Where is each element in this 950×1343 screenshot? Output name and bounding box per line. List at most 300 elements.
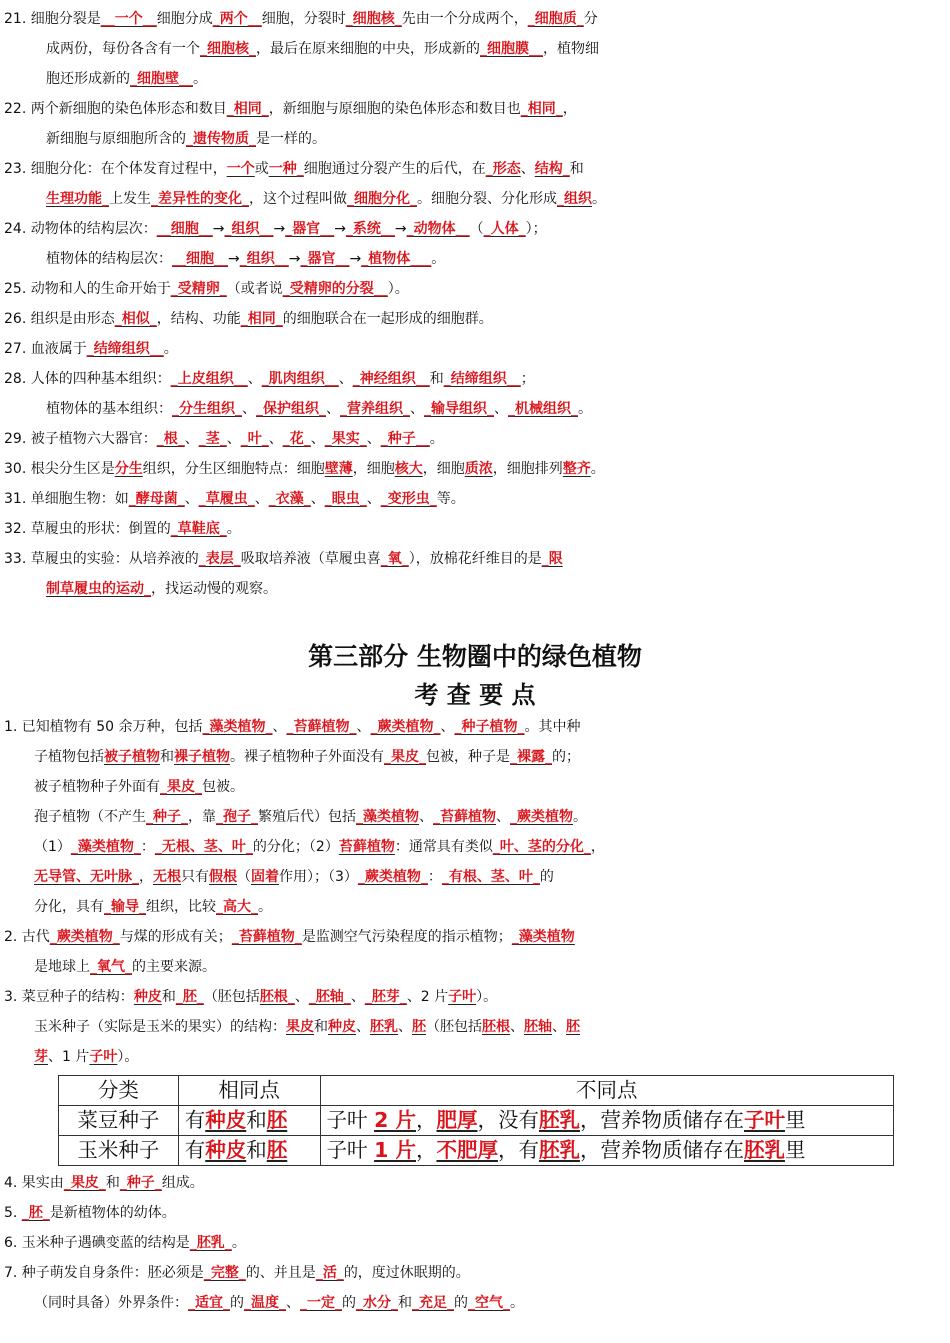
question-text: ，植物细 <box>543 41 599 57</box>
text-line <box>4 4 950 34</box>
answer-text: 一个 <box>226 161 255 177</box>
question-text: ，没有 <box>477 1108 539 1132</box>
answer-text: _胚_ <box>175 989 204 1005</box>
question-text: 子植物包括 <box>34 749 104 765</box>
answer-text: _空气_ <box>468 1295 510 1311</box>
answer-text: _变形虫_ <box>380 491 437 507</box>
text-line <box>46 394 950 424</box>
answer-text: _苔藓植物_ <box>231 929 302 945</box>
answer-text: 一种_ <box>268 161 304 177</box>
answer-text: _形态 <box>485 161 521 177</box>
question-text: 细胞分成 <box>156 11 213 27</box>
text-line <box>34 1042 950 1072</box>
answer-text: 1 片 <box>374 1138 416 1162</box>
question-text: 、 <box>272 719 287 735</box>
question-text: 26. 组织是由形态 <box>4 311 115 327</box>
question-text: 的 <box>342 1295 356 1311</box>
text-line <box>46 64 950 94</box>
question-text: 包被。 <box>202 779 244 795</box>
answer-text: 子叶 <box>743 1108 785 1132</box>
question-text: 新细胞与原细胞所含的 <box>46 131 186 147</box>
answer-text: _相同_ <box>520 101 563 117</box>
answer-text: _机械组织_ <box>508 401 578 417</box>
question-text: 。其中种 <box>524 719 581 735</box>
question-text: 、1 片 <box>48 1049 90 1065</box>
answer-text: 胚乳 <box>538 1108 580 1132</box>
text-line <box>46 124 950 154</box>
text-line <box>4 424 950 454</box>
answer-text: _藻类植物_ <box>70 839 141 855</box>
answer-text: _水分_ <box>356 1295 398 1311</box>
answer-text: _细胞壁__ <box>130 71 193 87</box>
question-text: 、 <box>184 431 199 447</box>
answer-text: _细胞分化_ <box>347 191 417 207</box>
answer-text: _藻类植物_ <box>202 719 273 735</box>
question-text: 的 <box>454 1295 468 1311</box>
question-text: ，结构、功能 <box>156 311 241 327</box>
question-text: （1） <box>34 839 71 855</box>
question-text: 、 <box>254 491 269 507</box>
question-text: 3. 菜豆种子的结构： <box>4 989 134 1005</box>
answer-text: _裸露_ <box>510 749 552 765</box>
answer-text: _器官__ <box>300 251 350 267</box>
answer-text: 胚乳 <box>538 1138 580 1162</box>
answer-text: 制草履虫的运动_ <box>46 581 151 597</box>
question-text: ， <box>415 1138 437 1162</box>
answer-text: _细胞核_ <box>345 11 402 27</box>
table-header-cell: 相同点 <box>178 1076 320 1106</box>
question-text: 。 <box>578 401 592 417</box>
question-text: 、 <box>356 1019 370 1035</box>
answer-text: _结缔组织__ <box>443 371 521 387</box>
answer-text: _肌肉组织__ <box>261 371 339 387</box>
answer-text: 子叶 <box>448 989 477 1005</box>
question-text: 、 <box>310 431 325 447</box>
answer-text: 种皮 <box>205 1138 247 1162</box>
question-text: 27. 血液属于 <box>4 341 87 357</box>
question-text: → <box>228 251 240 267</box>
text-line <box>4 214 950 244</box>
answer-text: _胚芽_ <box>364 989 407 1005</box>
text-line <box>4 1258 950 1288</box>
question-text: 分 <box>583 11 598 27</box>
section-title: 第三部分 生物圈中的绿色植物 <box>308 642 642 671</box>
answer-text: _苔藓植物 <box>433 809 496 825</box>
text-line <box>34 952 950 982</box>
table-cell <box>59 1136 179 1166</box>
question-text: ：通常具有类似 <box>394 839 493 855</box>
question-text: 。 <box>510 1295 524 1311</box>
answer-text: _结缔组织__ <box>86 341 164 357</box>
answer-text: _系统__ <box>345 221 395 237</box>
text-line <box>4 364 950 394</box>
question-text: 和 <box>105 1175 120 1191</box>
question-text: 4. 果实由 <box>4 1175 64 1191</box>
answer-text: _蕨类植物_ <box>357 869 428 885</box>
answer-text: 胚 <box>412 1019 426 1035</box>
answer-text: _藻类植物 <box>356 809 419 825</box>
question-text: 子叶 <box>326 1108 375 1132</box>
question-text: ，营养物质储存在 <box>579 1138 744 1162</box>
text-line <box>34 1288 950 1318</box>
answer-text: _胚轴_ <box>308 989 351 1005</box>
question-text: ），放棉花纤维目的是 <box>408 551 542 567</box>
text-line <box>34 1012 950 1042</box>
answer-text: _叶、茎的分化_ <box>492 839 591 855</box>
question-text: （ <box>237 869 251 885</box>
question-text: 、 <box>310 491 325 507</box>
answer-text: 核大 <box>394 461 423 477</box>
text-line <box>4 1168 950 1198</box>
text-line <box>4 484 950 514</box>
question-text: 和 <box>246 1108 267 1132</box>
question-text: 子叶 <box>326 1138 375 1162</box>
question-text: 。 <box>163 341 178 357</box>
question-text: 和 <box>429 371 444 387</box>
answer-text: _氧气_ <box>90 959 132 975</box>
question-text: → <box>273 221 286 237</box>
question-text: 32. 草履虫的形状：倒置的 <box>4 521 171 537</box>
table-cell <box>178 1106 320 1136</box>
answer-text: _果皮_ <box>63 1175 106 1191</box>
question-text: → <box>334 221 346 237</box>
answer-text: _胚_ <box>21 1205 50 1221</box>
question-text: 31. 单细胞生物：如 <box>4 491 129 507</box>
question-text: 、 <box>247 371 262 387</box>
question-text: 23. 细胞分化：在个体发育过程中， <box>4 161 227 177</box>
answer-text: 肥厚 <box>436 1108 478 1132</box>
answer-text: _细胞膜__ <box>480 41 543 57</box>
answer-text: 胚 <box>266 1108 288 1132</box>
question-text: 和 <box>246 1138 267 1162</box>
answer-text: 胚根 <box>482 1019 510 1035</box>
question-text: 包被，种子是 <box>426 749 510 765</box>
question-text: 细胞，分裂时 <box>261 11 346 27</box>
question-text: 。 <box>431 251 446 267</box>
question-text: ， <box>139 869 153 885</box>
question-text: 的细胞联合在一起形成的细胞群。 <box>282 311 493 327</box>
answer-text: _蕨类植物 <box>510 809 573 825</box>
question-text: 、 <box>294 989 309 1005</box>
question-text: 、 <box>338 371 353 387</box>
question-text: 的、并且是 <box>245 1265 316 1281</box>
answer-text: __细胞__ <box>172 251 228 267</box>
question-text: 、 <box>510 1019 524 1035</box>
question-text: 的 <box>539 869 554 885</box>
answer-text: 结构_ <box>534 161 570 177</box>
answer-text: _组织 <box>557 191 592 207</box>
question-text: 孢子植物（不产生 <box>34 809 146 825</box>
answer-text: _果皮_ <box>384 749 426 765</box>
question-text: 6. 玉米种子遇碘变蓝的结构是 <box>4 1235 190 1251</box>
question-text: （ <box>469 221 484 237</box>
answer-text: 种皮 <box>205 1108 247 1132</box>
table-cell <box>320 1106 893 1136</box>
answer-text: _两个__ <box>212 11 262 27</box>
table-cell <box>178 1136 320 1166</box>
text-line <box>46 574 950 604</box>
answer-text: 胚 <box>566 1019 580 1035</box>
answer-text: _蕨类植物_ <box>49 929 120 945</box>
answer-text: _无根、茎、叶_ <box>154 839 253 855</box>
question-text: 分化，具有 <box>34 899 104 915</box>
question-text: 2. 古代 <box>4 929 50 945</box>
text-line <box>34 742 950 772</box>
question-text: 、 <box>184 491 199 507</box>
text-line <box>4 454 950 484</box>
question-text: 的，度过休眠期的。 <box>343 1265 470 1281</box>
table-row <box>59 1136 894 1166</box>
question-text: 、 <box>268 431 283 447</box>
question-text: 。 <box>573 809 587 825</box>
question-text: ，营养物质储存在 <box>579 1108 744 1132</box>
table-cell <box>59 1106 179 1136</box>
question-text: 22. 两个新细胞的染色体形态和数目 <box>4 101 227 117</box>
answer-text: _限 <box>541 551 563 567</box>
question-text: 、 <box>366 491 381 507</box>
answer-text: _活_ <box>315 1265 344 1281</box>
question-text: （胚包括 <box>426 1019 482 1035</box>
question-text: 组成。 <box>161 1175 204 1191</box>
question-text: 玉米种子（实际是玉米的果实）的结构： <box>34 1019 286 1035</box>
answer-text: _组织__ <box>224 221 274 237</box>
text-line <box>34 892 950 922</box>
answer-text: 裸子植物 <box>174 749 230 765</box>
answer-text: 胚乳 <box>370 1019 398 1035</box>
question-text: 。 <box>226 521 241 537</box>
text-line <box>4 514 950 544</box>
table-header-row <box>59 1076 894 1106</box>
question-text: 、 <box>410 401 424 417</box>
answer-text: _表层_ <box>198 551 241 567</box>
text-line <box>34 832 950 862</box>
question-text: 里 <box>784 1108 806 1132</box>
answer-text: _果皮_ <box>160 779 202 795</box>
answer-text: _草鞋底_ <box>170 521 227 537</box>
answer-text: _酵母菌_ <box>128 491 185 507</box>
answer-text: 质浓 <box>464 461 493 477</box>
answer-text: 固着 <box>251 869 279 885</box>
question-text: 21. 细胞分裂是 <box>4 11 101 27</box>
answer-text: _保护组织_ <box>256 401 326 417</box>
question-text: 或 <box>254 161 269 177</box>
table-row <box>59 1106 894 1136</box>
question-text: 。 <box>590 461 605 477</box>
text-line <box>4 304 950 334</box>
question-text: 。 <box>193 71 207 87</box>
question-text: 繁殖后代）包括 <box>258 809 356 825</box>
answer-text: _氧_ <box>380 551 409 567</box>
answer-text: _输导组织_ <box>424 401 494 417</box>
question-text: 。 <box>258 899 272 915</box>
question-text: 。 <box>592 191 606 207</box>
answer-text: _营养组织_ <box>340 401 410 417</box>
answer-text: 子叶 <box>89 1049 118 1065</box>
question-text: 和 <box>314 1019 328 1035</box>
answer-text: _眼虫_ <box>324 491 367 507</box>
answer-text: _苔藓植物_ <box>286 719 357 735</box>
answer-text: _温度_ <box>244 1295 286 1311</box>
question-text: → <box>349 251 362 267</box>
answer-text: _衣藻_ <box>268 491 311 507</box>
question-text: 的； <box>552 749 580 765</box>
question-text: → <box>394 221 407 237</box>
answer-text: _草履虫_ <box>198 491 255 507</box>
answer-text: _细胞核_ <box>200 41 256 57</box>
question-text: 只有 <box>181 869 209 885</box>
question-text: 24. 动物体的结构层次： <box>4 221 157 237</box>
question-text: ，细胞排列 <box>492 461 563 477</box>
table-cell <box>320 1136 893 1166</box>
question-text: 有 <box>184 1138 206 1162</box>
answer-text: 无导管、无叶脉_ <box>34 869 139 885</box>
text-line <box>34 772 950 802</box>
question-text: ，这个过程叫做 <box>249 191 347 207</box>
answer-text: _人体_ <box>483 221 526 237</box>
question-text: 有 <box>184 1108 206 1132</box>
text-line <box>34 862 950 892</box>
question-text: 1. 已知植物有 50 余万种，包括 <box>4 719 203 735</box>
question-text: ）。 <box>117 1049 139 1065</box>
question-text: ，靠 <box>188 809 216 825</box>
text-line <box>4 982 950 1012</box>
answer-text: _有根、茎、叶_ <box>441 869 540 885</box>
table-header-cell: 分类 <box>59 1076 179 1106</box>
question-text: 、 <box>366 431 381 447</box>
question-text: ，找运动慢的观察。 <box>151 581 277 597</box>
answer-text: 生理功能_ <box>46 191 109 207</box>
answer-text: _细胞质_ <box>527 11 584 27</box>
question-text: 7. 种子萌发自身条件：胚必须是 <box>4 1265 204 1281</box>
question-text: 、 <box>494 401 508 417</box>
text-line <box>4 922 950 952</box>
text-line <box>4 274 950 304</box>
question-text: 植物体的基本组织： <box>46 401 172 417</box>
question-text: （或者说 <box>226 281 283 297</box>
answer-text: _分生组织_ <box>172 401 242 417</box>
answer-text: _胚乳_ <box>189 1235 232 1251</box>
question-text: 里 <box>784 1138 806 1162</box>
answer-text: 2 片 <box>374 1108 416 1132</box>
answer-text: _上皮组织__ <box>170 371 248 387</box>
question-text: ， <box>590 839 605 855</box>
answer-text: 整齐 <box>562 461 591 477</box>
question-text: 、 <box>326 401 340 417</box>
question-text: 和 <box>569 161 584 177</box>
answer-text: _相同_ <box>226 101 269 117</box>
text-line <box>46 34 950 64</box>
answer-text: 胚轴 <box>524 1019 552 1035</box>
answer-text: 胚根_ <box>259 989 295 1005</box>
question-text: 胞还形成新的 <box>46 71 130 87</box>
answer-text: _输导_ <box>104 899 146 915</box>
question-text: 25. 动物和人的生命开始于 <box>4 281 171 297</box>
question-text: 、2 片 <box>406 989 449 1005</box>
text-line <box>4 1228 950 1258</box>
answer-text: __一个__ <box>100 11 157 27</box>
answer-text: _器官__ <box>285 221 335 237</box>
answer-text: _蕨类植物_ <box>370 719 441 735</box>
answer-text: _叶_ <box>240 431 269 447</box>
question-text: 菜豆种子 <box>77 1108 160 1132</box>
answer-text: 不肥厚 <box>436 1138 498 1162</box>
question-text: 28. 人体的四种基本组织： <box>4 371 171 387</box>
answer-text: _高大_ <box>216 899 258 915</box>
question-text: 植物体的结构层次： <box>46 251 172 267</box>
section-subtitle: 考 查 要 点 <box>414 681 536 709</box>
question-text: 先由一个分成两个， <box>401 11 528 27</box>
question-text: 与煤的形成有关； <box>119 929 232 945</box>
question-text: 、 <box>350 989 365 1005</box>
question-text: 5. <box>4 1205 22 1221</box>
question-text: ，最后在原来细胞的中央，形成新的 <box>256 41 480 57</box>
question-text: 、 <box>496 809 510 825</box>
question-text: ）。 <box>387 281 409 297</box>
question-text: 作用）；（3） <box>279 869 358 885</box>
question-text: 、 <box>440 719 455 735</box>
answer-text: 假根 <box>209 869 237 885</box>
answer-text: _植物体___ <box>361 251 432 267</box>
answer-text: 种皮 <box>328 1019 356 1035</box>
question-text: 上发生 <box>109 191 151 207</box>
question-text: 是地球上 <box>34 959 90 975</box>
answer-text: _组织__ <box>239 251 289 267</box>
question-text: 和 <box>398 1295 412 1311</box>
question-text: （同时具备）外界条件： <box>34 1295 188 1311</box>
question-text: ）。 <box>476 989 498 1005</box>
answer-text: _藻类植物 <box>511 929 575 945</box>
question-text: 29. 被子植物六大器官： <box>4 431 157 447</box>
answer-text: _种子_ <box>119 1175 162 1191</box>
text-line <box>46 184 950 214</box>
question-text: 、 <box>552 1019 566 1035</box>
question-text: 是监测空气污染程度的指示植物； <box>301 929 512 945</box>
answer-text: _一定_ <box>300 1295 342 1311</box>
answer-text: _种子__ <box>380 431 430 447</box>
question-text: ： <box>140 839 155 855</box>
answer-text: _种子植物_ <box>454 719 525 735</box>
answer-text: 被子植物 <box>104 749 160 765</box>
answer-text: _孢子_ <box>216 809 258 825</box>
question-text: 。 <box>429 431 444 447</box>
question-text: ，细胞 <box>422 461 465 477</box>
answer-text: _适宜_ <box>188 1295 230 1311</box>
question-text: ）； <box>525 221 547 237</box>
question-text: ， <box>415 1108 437 1132</box>
question-text: 的分化；（2） <box>252 839 339 855</box>
question-text: 组织，比较 <box>146 899 216 915</box>
question-text: 组织，分生区细胞特点：细胞 <box>142 461 325 477</box>
answer-text: _花_ <box>282 431 311 447</box>
text-line <box>4 712 950 742</box>
answer-text: _种子_ <box>146 809 188 825</box>
answer-text: 果皮 <box>286 1019 314 1035</box>
question-text: 的 <box>230 1295 244 1311</box>
question-text: ，细胞 <box>352 461 395 477</box>
question-text: 。裸子植物种子外面没有 <box>230 749 384 765</box>
question-text: 30. 根尖分生区是 <box>4 461 115 477</box>
question-text: 33. 草履虫的实验：从培养液的 <box>4 551 199 567</box>
answer-text: _受精卵的分裂__ <box>282 281 388 297</box>
answer-text: 无根 <box>153 869 181 885</box>
answer-text: __细胞__ <box>156 221 213 237</box>
text-line <box>4 94 950 124</box>
question-text: 的主要来源。 <box>132 959 216 975</box>
text-line <box>4 544 950 574</box>
answer-text: 苔藓植物 <box>338 839 395 855</box>
question-text: 是一样的。 <box>256 131 326 147</box>
answer-text: 芽 <box>34 1049 48 1065</box>
